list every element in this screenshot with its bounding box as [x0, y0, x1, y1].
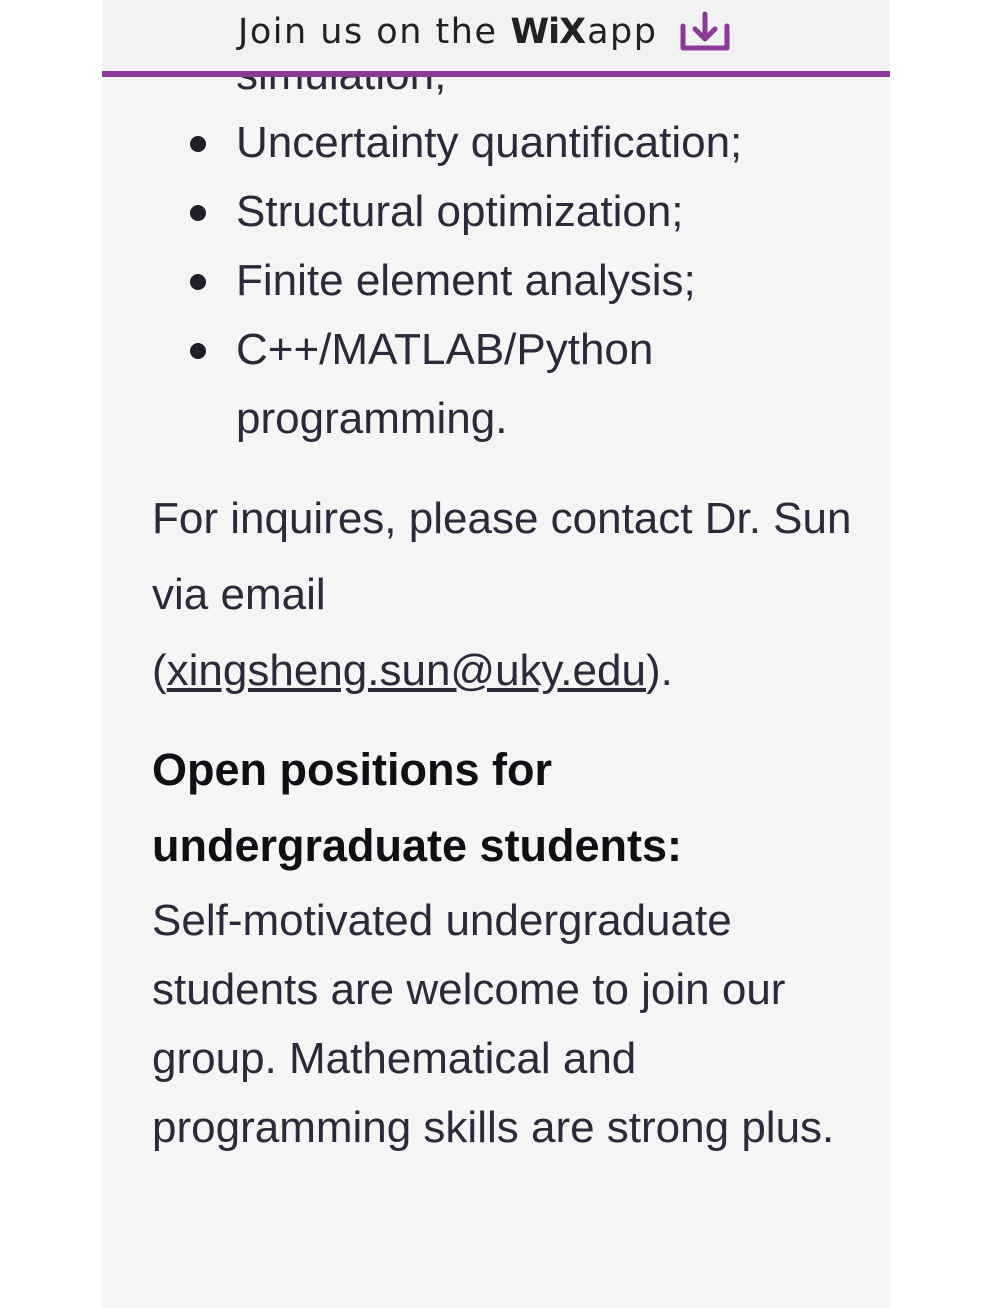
banner-content [238, 8, 731, 56]
contact-text: For inquires, please contact Dr. Sun via email ( [152, 494, 852, 695]
contact-paragraph [152, 481, 852, 709]
banner-divider [102, 71, 890, 77]
section-body: Self-motivated undergraduate students are welcome to join our group. Mathematical and programming skills are strong plus. [152, 896, 835, 1152]
page-container [102, 0, 890, 1308]
bullet-icon [190, 343, 206, 359]
app-banner[interactable] [102, 0, 890, 72]
list-item-text: Uncertainty quantification; [236, 118, 743, 167]
download-icon[interactable] [679, 10, 731, 54]
banner-suffix: app [587, 12, 658, 52]
email-link[interactable]: xingsheng.sun@uky.edu [166, 646, 646, 695]
list-item [102, 177, 890, 246]
wix-logo: WiX [510, 12, 586, 52]
list-item-text: Finite element analysis; [236, 256, 696, 305]
list-item [102, 246, 890, 315]
bullet-icon [190, 136, 206, 152]
list-item-text: Structural optimization; [236, 187, 684, 236]
bullet-icon [190, 205, 206, 221]
list-item [102, 315, 796, 453]
banner-prefix: Join us on the [238, 12, 498, 52]
bullet-icon [190, 274, 206, 290]
list-item-text: C++/MATLAB/Python programming. [236, 325, 654, 443]
section-heading: Open positions for undergraduate students: [152, 744, 683, 871]
skills-list [102, 108, 890, 453]
contact-text-end: ). [645, 646, 673, 695]
list-item [102, 108, 890, 177]
